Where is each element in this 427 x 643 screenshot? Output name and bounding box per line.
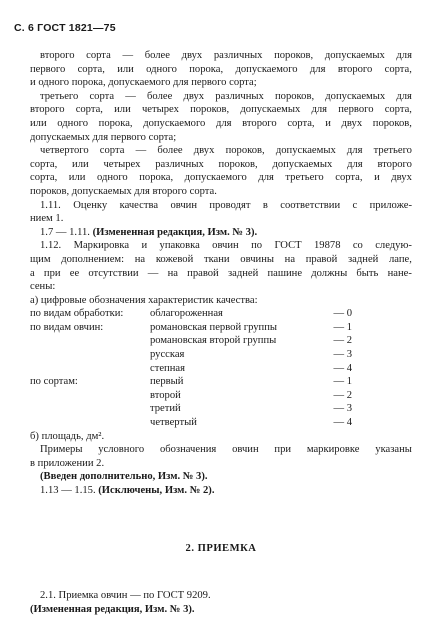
word: сорта,	[384, 104, 412, 116]
word: второго	[40, 50, 75, 61]
word: четырех	[141, 104, 179, 116]
word: следую-	[375, 240, 412, 252]
marking-row	[30, 348, 412, 362]
word: указаны	[375, 444, 412, 456]
marking-category: по видам обработки:	[30, 308, 124, 320]
word: сорта,	[30, 158, 58, 170]
text-line	[30, 49, 412, 63]
item-b: б) площадь, дм².	[30, 430, 105, 442]
word: овчины	[240, 253, 274, 265]
marking-name: первый	[150, 376, 184, 388]
text-line	[30, 63, 412, 77]
word: сорта	[99, 145, 125, 157]
marking-row	[30, 307, 412, 321]
word: —	[122, 50, 134, 61]
word: приложе-	[369, 199, 412, 211]
text-line: в приложении 2.	[30, 457, 105, 469]
word: сорта	[89, 90, 115, 102]
word: для	[311, 104, 328, 116]
word: различных	[213, 50, 263, 61]
word: 19878	[314, 240, 341, 252]
marking-name: романовская первой группы	[150, 321, 278, 333]
word: порока,	[189, 63, 224, 75]
word: допускаемого	[235, 63, 298, 75]
word: четвертого	[40, 145, 89, 157]
text-line	[30, 171, 412, 185]
word: допускаемых	[240, 104, 301, 116]
marking-category	[30, 362, 150, 376]
marking-codes-table	[30, 307, 412, 429]
section-title: 2. ПРИЕМКА	[185, 542, 257, 554]
word: для	[309, 63, 326, 75]
word: дополнением:	[61, 253, 125, 265]
marking-row	[30, 321, 412, 335]
word: ГОСТ	[274, 240, 302, 252]
amendment-1-13-1-15: 1.13 — 1.15. (Исключены, Изм. № 2).	[40, 485, 215, 496]
word: различных	[215, 90, 264, 102]
item-a: а) цифровые обозначения характеристик качества:	[30, 294, 258, 306]
word: двух	[181, 50, 203, 61]
marking-category	[30, 348, 150, 362]
marking-code: — 4	[333, 362, 352, 374]
word: или	[114, 104, 131, 116]
word: допускаемых	[324, 50, 385, 61]
paragraph-examples	[30, 443, 412, 470]
word: двух	[341, 117, 363, 129]
word: сорта,	[335, 172, 363, 184]
word: для	[215, 117, 232, 129]
word: одного	[57, 117, 89, 129]
marking-name: четвертый	[150, 417, 197, 429]
text-line	[30, 199, 412, 213]
word: пороков,	[372, 117, 412, 129]
word: двух	[391, 172, 412, 184]
marking-code: — 0	[333, 308, 352, 320]
word: —	[125, 90, 136, 102]
word: сорта,	[30, 172, 58, 184]
word: задней	[348, 253, 379, 265]
word: более	[157, 145, 183, 157]
word: со	[352, 240, 363, 252]
word: Маркировка	[73, 240, 130, 252]
text-line	[30, 158, 412, 172]
word: задней	[227, 267, 259, 279]
word: для	[396, 90, 412, 102]
word: пашине	[267, 267, 303, 279]
word: допускаемого	[184, 172, 247, 184]
word: правой	[305, 253, 338, 265]
marking-row	[30, 402, 412, 416]
word: по	[251, 240, 263, 252]
word: сорта	[86, 50, 111, 61]
word: первого	[30, 63, 66, 75]
word: сорта,	[287, 117, 315, 129]
marking-category	[30, 416, 150, 430]
word: правой	[187, 267, 219, 279]
word: отсутствии	[88, 267, 139, 279]
marking-code: — 4	[333, 417, 352, 429]
paragraph-third-grade	[30, 90, 412, 144]
word: или	[117, 63, 134, 75]
word: двух	[183, 90, 205, 102]
word: четырех	[103, 158, 141, 170]
word: должны	[311, 267, 348, 279]
amendment-2-1: (Измененная редакция, Изм. № 3).	[30, 603, 195, 615]
word: упаковка	[159, 240, 200, 252]
word: быть	[356, 267, 379, 279]
marking-row	[30, 416, 412, 430]
word: овчин	[212, 240, 239, 252]
word: и	[325, 117, 331, 129]
marking-row	[30, 375, 412, 389]
document-body	[30, 49, 412, 616]
text-line	[30, 443, 412, 457]
word: допускаемого	[143, 117, 206, 129]
word: овчин	[170, 199, 197, 211]
text-line	[30, 90, 412, 104]
word: первого	[338, 104, 374, 116]
marking-row	[30, 334, 412, 348]
text-line	[30, 103, 412, 117]
word: —	[147, 267, 159, 279]
word: при	[274, 444, 292, 456]
word: и	[141, 240, 148, 252]
word: допускаемых	[275, 145, 336, 157]
word: или	[72, 158, 89, 170]
page-header: С. 6 ГОСТ 1821—75	[14, 22, 116, 34]
word: 1.11.	[40, 199, 61, 211]
word: допускаемых	[325, 90, 386, 102]
word: маркировке	[306, 444, 360, 456]
marking-code: — 2	[333, 335, 352, 347]
marking-category	[30, 334, 150, 348]
word: пороков,	[190, 104, 230, 116]
word: Примеры	[40, 444, 83, 456]
word: на	[167, 267, 178, 279]
marking-code: — 1	[333, 376, 352, 388]
word: более	[147, 90, 173, 102]
text-line	[30, 144, 412, 158]
word: овчин	[232, 444, 259, 456]
amendment-introduced: (Введен дополнительно, Изм. № 3).	[40, 471, 208, 483]
text-line: допускаемых для первого сорта;	[30, 131, 177, 143]
word: лапе,	[389, 253, 412, 265]
marking-code: — 2	[333, 389, 352, 401]
word: для	[258, 172, 274, 184]
text-line	[30, 253, 412, 267]
word: для	[347, 158, 363, 170]
amendment-1-7-1-11: 1.7 — 1.11. (Измененная редакция, Изм. № 3).	[40, 226, 258, 238]
word: пороков,	[225, 145, 265, 157]
word: двух	[193, 145, 215, 157]
marking-name: русская	[150, 349, 185, 361]
word: Оценку	[73, 199, 108, 211]
word: кожевой	[155, 253, 194, 265]
text-line: сены:	[30, 281, 56, 293]
paragraph-second-grade	[30, 49, 412, 90]
paragraph-2-1: 2.1. Приемка овчин — по ГОСТ 9209.	[40, 590, 211, 602]
word: сорта,	[384, 63, 412, 75]
text-line: и одного порока, допускаемого для первого сорта;	[30, 77, 257, 89]
word: третьего	[285, 172, 324, 184]
text-line	[30, 117, 412, 131]
word: качества	[119, 199, 159, 211]
word: для	[346, 145, 363, 157]
text-line	[30, 267, 412, 281]
marking-code: — 1	[333, 321, 352, 333]
word: проводят	[209, 199, 251, 211]
word: одного	[96, 172, 128, 184]
word: допускаемых	[272, 158, 333, 170]
word: пороков,	[274, 50, 314, 61]
word: обозначения	[159, 444, 217, 456]
word: третьего	[373, 145, 412, 157]
word: а	[30, 267, 35, 279]
word: на	[134, 253, 146, 265]
word: при	[43, 267, 61, 279]
marking-category: по сортам:	[30, 376, 78, 388]
word: порока,	[139, 172, 174, 184]
word: щим	[30, 253, 51, 265]
marking-name: романовская второй группы	[150, 335, 277, 347]
marking-name: степная	[150, 362, 185, 374]
word: нане-	[387, 267, 412, 279]
word: ее	[69, 267, 80, 279]
word: с	[352, 199, 358, 211]
word: для	[396, 50, 412, 61]
word: соответствии	[280, 199, 341, 211]
word: второго	[337, 63, 373, 75]
word: сорта,	[77, 63, 105, 75]
paragraph-1-12	[30, 239, 412, 293]
marking-category: по видам овчин:	[30, 321, 104, 333]
word: пороков,	[275, 90, 315, 102]
marking-category	[30, 389, 150, 403]
word: —	[135, 145, 147, 157]
word: условного	[98, 444, 145, 456]
word: в	[262, 199, 268, 211]
word: ткани	[203, 253, 230, 265]
paragraph-fourth-grade	[30, 144, 412, 198]
word: сорта,	[75, 104, 103, 116]
word: и	[374, 172, 380, 184]
marking-category	[30, 402, 150, 416]
marking-name: второй	[150, 389, 181, 401]
paragraph-1-11	[30, 199, 412, 226]
text-line: нием 1.	[30, 213, 64, 225]
word: различных	[155, 158, 204, 170]
word: пороков,	[218, 158, 258, 170]
word: третьего	[40, 90, 79, 102]
word: второго	[242, 117, 277, 129]
word: на	[284, 253, 296, 265]
word: одного	[146, 63, 177, 75]
text-line	[30, 239, 412, 253]
marking-code: — 3	[333, 403, 352, 415]
word: второго	[30, 104, 65, 116]
word: второго	[377, 158, 412, 170]
word: 1.12.	[40, 240, 62, 252]
marking-code: — 3	[333, 349, 352, 361]
text-line: пороков, допускаемых для второго сорта.	[30, 185, 217, 197]
marking-name: облагороженная	[150, 308, 223, 320]
marking-row	[30, 362, 412, 376]
word: порока,	[98, 117, 133, 129]
word: или	[68, 172, 86, 184]
word: более	[144, 50, 170, 61]
marking-row	[30, 389, 412, 403]
marking-name: третий	[150, 403, 181, 415]
word: или	[30, 117, 47, 129]
